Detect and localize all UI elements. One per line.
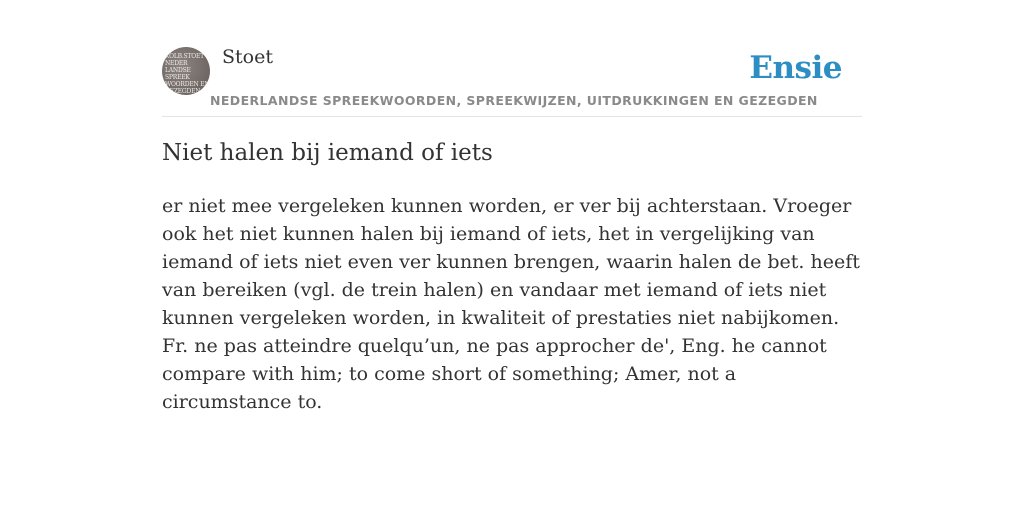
ensie-logo[interactable]: Ensie (749, 50, 842, 86)
entry-definition: er niet mee vergeleken kunnen worden, er ver bij achterstaan. Vroeger ook het niet kunnen halen bij iemand of iets, het in vergelijking van iemand of iets niet even ver kunnen brengen, waarin halen de bet. heeft van bereiken (vgl. de trein halen) en vandaar met iemand of iets niet kunnen vergeleken worden, in kwaliteit of prestaties niet nabijkomen. Fr. ne pas atteindre quelqu’un, ne pas approcher de', Eng. he cannot compare with him; to come short of something; Amer, not a circumstance to. (162, 195, 860, 413)
avatar[interactable] (162, 47, 210, 95)
page (162, 0, 862, 413)
header (162, 0, 862, 117)
author-name[interactable]: Stoet (222, 46, 273, 68)
source-subtitle[interactable]: NEDERLANDSE SPREEKWOORDEN, SPREEKWIJZEN, UITDRUKKINGEN EN GEZEGDEN (210, 93, 818, 108)
avatar-book-cover-text: KOLB.STOET NEDER LANDSE SPREEK WOORDEN EN GEZEGDEN (165, 53, 210, 95)
entry-title: Niet halen bij iemand of iets (162, 140, 493, 166)
